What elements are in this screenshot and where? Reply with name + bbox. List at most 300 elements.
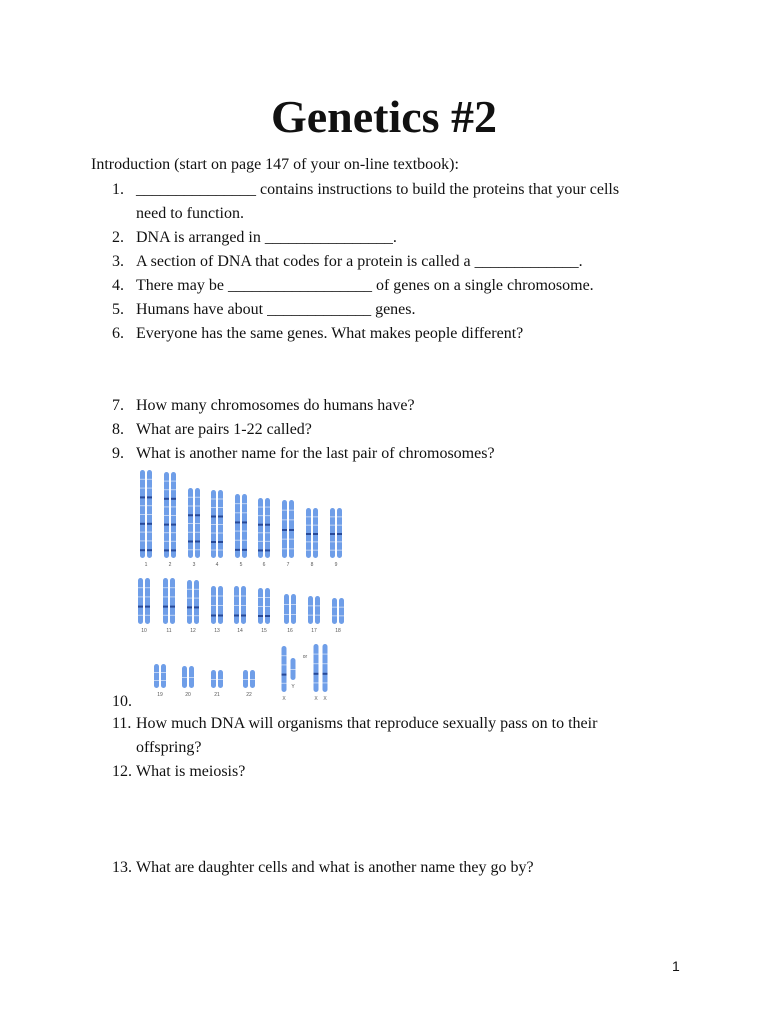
chromosome-band xyxy=(170,615,175,616)
question-text: DNA is arranged in ________________. xyxy=(136,229,397,246)
chromosome-band xyxy=(218,615,223,617)
chromosome-band xyxy=(282,519,287,520)
chromosome-band xyxy=(265,606,270,607)
chromosome-band xyxy=(306,525,311,526)
question-number: 3. xyxy=(112,253,124,270)
chromosome-label: 11 xyxy=(166,628,172,634)
chromosome-band xyxy=(187,598,192,599)
chromosome-band xyxy=(145,587,150,588)
chromosome-band xyxy=(163,587,168,588)
chromosome-label: 13 xyxy=(214,628,220,634)
chromosome-band xyxy=(282,664,287,665)
chromosome-label: 14 xyxy=(237,628,243,634)
chromosome-label: X xyxy=(282,696,286,702)
chromosome-band xyxy=(218,507,223,508)
chromosome-band xyxy=(308,615,313,616)
chromosome-band xyxy=(265,515,270,516)
question-11 xyxy=(112,712,692,760)
chromosome-pair-16 xyxy=(284,594,296,634)
chromosome-pair-10 xyxy=(138,578,150,634)
chromosome-band xyxy=(282,655,287,656)
chromosome-band xyxy=(315,605,320,606)
chromosome-band xyxy=(147,514,152,515)
question-number: 4. xyxy=(112,277,124,294)
chromosome xyxy=(138,578,143,624)
question-text: What is another name for the last pair of chromosomes? xyxy=(136,445,495,462)
chromosome-band xyxy=(140,488,145,489)
chromosome-band xyxy=(188,541,193,543)
chromosome-band xyxy=(330,533,335,535)
chromosome-band xyxy=(211,615,216,617)
chromosome-label: 12 xyxy=(190,628,196,634)
chromosome-band xyxy=(235,521,240,523)
chromosome-band xyxy=(211,533,216,534)
karyotype-image xyxy=(134,468,344,704)
question-number: 5. xyxy=(112,301,124,318)
question-text: What is meiosis? xyxy=(136,763,246,780)
chromosome-band xyxy=(171,532,176,533)
page-number: 1 xyxy=(672,958,680,974)
chromosome-band xyxy=(170,587,175,588)
question-1 xyxy=(112,178,692,226)
chromosome-band xyxy=(163,596,168,597)
chromosome-pair-12 xyxy=(187,580,199,634)
chromosome-band xyxy=(241,615,246,617)
question-text-cont: offspring? xyxy=(136,739,202,756)
chromosome-band xyxy=(194,615,199,616)
chromosome-band xyxy=(140,496,145,498)
chromosome-band xyxy=(315,615,320,616)
chromosome-band xyxy=(330,525,335,526)
chromosome-band xyxy=(171,541,176,542)
question-number: 2. xyxy=(112,229,124,246)
chromosome-band xyxy=(171,489,176,490)
chromosome-band xyxy=(291,614,296,615)
chromosome-band xyxy=(147,488,152,489)
chromosome-band xyxy=(189,677,194,678)
chromosome-band xyxy=(138,587,143,588)
chromosome-band xyxy=(284,604,289,605)
chromosome-band xyxy=(194,598,199,599)
question-4 xyxy=(112,274,692,298)
chromosome-band xyxy=(313,516,318,517)
question-text: Humans have about _____________ genes. xyxy=(136,301,416,318)
chromosome-label: 3 xyxy=(192,562,196,568)
chromosome-band xyxy=(195,541,200,543)
chromosome-band xyxy=(282,683,287,684)
chromosome xyxy=(170,578,175,624)
chromosome-pair-7 xyxy=(282,500,294,568)
question-text: Everyone has the same genes. What makes people different? xyxy=(136,325,524,342)
chromosome-band xyxy=(337,533,342,535)
question-12 xyxy=(112,760,692,784)
chromosome-band xyxy=(234,605,239,606)
chromosome-band xyxy=(289,548,294,549)
chromosome-pair-y xyxy=(291,658,296,690)
chromosome-pair-9 xyxy=(330,508,342,568)
chromosome-band xyxy=(306,516,311,517)
chromosome-band xyxy=(242,503,247,504)
chromosome-label: 1 xyxy=(144,562,148,568)
chromosome-band xyxy=(147,479,152,480)
chromosome-label: 22 xyxy=(246,692,252,698)
chromosome-pair-1 xyxy=(140,470,152,568)
question-number: 13. xyxy=(112,859,132,876)
question-13 xyxy=(112,856,692,880)
question-text: There may be __________________ of genes on a single chromosome. xyxy=(136,277,594,294)
chromosome-label: 7 xyxy=(286,562,290,568)
question-number: 8. xyxy=(112,421,124,438)
chromosome-band xyxy=(330,550,335,551)
chromosome-band xyxy=(241,596,246,597)
chromosome-band xyxy=(314,673,319,675)
chromosome xyxy=(323,644,328,692)
chromosome xyxy=(315,596,320,624)
question-8 xyxy=(112,418,692,442)
chromosome-band xyxy=(289,529,294,531)
question-9 xyxy=(112,442,692,466)
chromosome-band xyxy=(218,516,223,518)
chromosome xyxy=(154,664,159,688)
chromosome xyxy=(308,596,313,624)
chromosome xyxy=(291,594,296,624)
chromosome-band xyxy=(164,524,169,526)
chromosome xyxy=(163,578,168,624)
chromosome-band xyxy=(211,499,216,500)
chromosome-band xyxy=(218,679,223,680)
chromosome-band xyxy=(164,506,169,507)
chromosome-band xyxy=(154,672,159,673)
chromosome-band xyxy=(235,531,240,532)
chromosome-band xyxy=(291,604,296,605)
chromosome-band xyxy=(241,605,246,606)
question-7 xyxy=(112,394,692,418)
chromosome-band xyxy=(235,512,240,513)
intro-text: Introduction (start on page 147 of your on-line textbook): xyxy=(91,156,459,173)
chromosome-band xyxy=(188,532,193,533)
chromosome-band xyxy=(337,550,342,551)
chromosome xyxy=(187,580,192,624)
chromosome-band xyxy=(313,550,318,551)
chromosome-band xyxy=(194,606,199,608)
chromosome xyxy=(284,594,289,624)
chromosome-band xyxy=(337,516,342,517)
question-text: How much DNA will organisms that reproduce sexually pass on to their xyxy=(136,715,598,732)
chromosome-label: X xyxy=(314,696,318,702)
chromosome-band xyxy=(218,541,223,543)
chromosome-band xyxy=(242,531,247,532)
chromosome-label: 15 xyxy=(261,628,267,634)
chromosome-band xyxy=(242,521,247,523)
chromosome-band xyxy=(306,550,311,551)
chromosome-band xyxy=(171,481,176,482)
chromosome-band xyxy=(242,512,247,513)
chromosome-band xyxy=(314,663,319,664)
chromosome xyxy=(145,578,150,624)
question-2 xyxy=(112,226,692,250)
chromosome-band xyxy=(164,481,169,482)
question-text: What are daughter cells and what is another name they go by? xyxy=(136,859,534,876)
chromosome-band xyxy=(265,549,270,551)
chromosome-band xyxy=(147,540,152,541)
chromosome-label: 17 xyxy=(311,628,317,634)
question-number: 1. xyxy=(112,181,124,198)
chromosome-band xyxy=(332,607,337,608)
chromosome-band xyxy=(243,679,248,680)
chromosome-band xyxy=(188,497,193,498)
question-number: 7. xyxy=(112,397,124,414)
chromosome-band xyxy=(265,541,270,542)
chromosome-band xyxy=(306,541,311,542)
question-text: What are pairs 1-22 called? xyxy=(136,421,312,438)
chromosome-label: 10 xyxy=(141,628,147,634)
chromosome-band xyxy=(211,541,216,543)
chromosome-band xyxy=(171,549,176,551)
chromosome-pair-14 xyxy=(234,586,246,634)
chromosome-band xyxy=(314,682,319,683)
chromosome-band xyxy=(258,515,263,516)
chromosome-pair-13 xyxy=(211,586,223,634)
chromosome-band xyxy=(282,529,287,531)
chromosome-pair-5 xyxy=(235,494,247,568)
chromosome-pair-8 xyxy=(306,508,318,568)
chromosome-band xyxy=(188,514,193,516)
question-number: 9. xyxy=(112,445,124,462)
chromosome-band xyxy=(258,597,263,598)
chromosome-band xyxy=(308,605,313,606)
chromosome-band xyxy=(147,549,152,551)
question-number: 10. xyxy=(112,693,132,710)
chromosome-band xyxy=(211,605,216,606)
chromosome-band xyxy=(337,525,342,526)
chromosome-band xyxy=(140,479,145,480)
question-10 xyxy=(112,690,692,714)
chromosome-band xyxy=(258,615,263,617)
chromosome-band xyxy=(147,496,152,498)
chromosome-label: 4 xyxy=(215,562,219,568)
chromosome-band xyxy=(138,615,143,616)
chromosome-band xyxy=(188,549,193,550)
chromosome-band xyxy=(164,515,169,516)
chromosome-label: 21 xyxy=(214,692,220,698)
chromosome-label: 18 xyxy=(335,628,341,634)
chromosome-pair-or xyxy=(303,654,308,660)
chromosome-band xyxy=(282,674,287,676)
chromosome-band xyxy=(164,541,169,542)
chromosome-band xyxy=(187,589,192,590)
chromosome-band xyxy=(163,606,168,608)
chromosome-band xyxy=(147,523,152,525)
chromosome-band xyxy=(195,523,200,524)
chromosome-band xyxy=(170,596,175,597)
chromosome-band xyxy=(218,596,223,597)
chromosome-band xyxy=(314,654,319,655)
chromosome-label: 2 xyxy=(168,562,172,568)
chromosome-band xyxy=(145,596,150,597)
question-3 xyxy=(112,250,692,274)
chromosome-band xyxy=(306,533,311,535)
chromosome-band xyxy=(211,507,216,508)
chromosome-label: 16 xyxy=(287,628,293,634)
chromosome-band xyxy=(330,541,335,542)
chromosome-band xyxy=(235,503,240,504)
chromosome-band xyxy=(218,524,223,525)
chromosome-band xyxy=(250,679,255,680)
chromosome-band xyxy=(258,606,263,607)
question-text: How many chromosomes do humans have? xyxy=(136,397,415,414)
chromosome-band xyxy=(242,540,247,541)
chromosome-band xyxy=(235,549,240,551)
chromosome-band xyxy=(289,539,294,540)
chromosome-band xyxy=(171,498,176,500)
chromosome-band xyxy=(171,515,176,516)
chromosome xyxy=(314,644,319,692)
chromosome-band xyxy=(195,532,200,533)
chromosome-label: Y xyxy=(291,684,295,690)
question-number: 12. xyxy=(112,763,132,780)
chromosome-band xyxy=(323,663,328,664)
chromosome xyxy=(332,598,337,624)
chromosome-band xyxy=(289,510,294,511)
chromosome-band xyxy=(258,549,263,551)
chromosome-band xyxy=(161,672,166,673)
chromosome-band xyxy=(195,514,200,516)
chromosome-band xyxy=(235,540,240,541)
chromosome xyxy=(282,646,287,692)
chromosome-band xyxy=(188,523,193,524)
chromosome-band xyxy=(330,516,335,517)
chromosome-label: 5 xyxy=(239,562,243,568)
chromosome-band xyxy=(313,541,318,542)
chromosome-band xyxy=(265,524,270,526)
chromosome-band xyxy=(195,497,200,498)
question-number: 11. xyxy=(112,715,132,732)
page-title: Genetics #2 xyxy=(270,91,498,142)
chromosome-band xyxy=(164,498,169,500)
chromosome-band xyxy=(265,507,270,508)
chromosome-band xyxy=(171,524,176,526)
chromosome-band xyxy=(140,540,145,541)
chromosome-band xyxy=(211,679,216,680)
chromosome-band xyxy=(164,549,169,551)
chromosome-band xyxy=(339,607,344,608)
chromosome-band xyxy=(163,615,168,616)
chromosome-band xyxy=(195,506,200,507)
chromosome-band xyxy=(211,550,216,551)
chromosome-band xyxy=(282,539,287,540)
chromosome-band xyxy=(313,533,318,535)
chromosome-band xyxy=(284,614,289,615)
chromosome-band xyxy=(140,532,145,533)
chromosome-band xyxy=(164,532,169,533)
chromosome-band xyxy=(140,514,145,515)
chromosome-label: 6 xyxy=(262,562,266,568)
chromosome-band xyxy=(182,677,187,678)
question-text-cont: need to function. xyxy=(136,205,244,222)
chromosome-label: 19 xyxy=(157,692,163,698)
chromosome-label: 9 xyxy=(334,562,338,568)
chromosome-label: or xyxy=(302,654,308,660)
chromosome-pair-11 xyxy=(163,578,175,634)
chromosome-band xyxy=(218,550,223,551)
chromosome-band xyxy=(147,505,152,506)
chromosome-band xyxy=(337,541,342,542)
chromosome-band xyxy=(194,589,199,590)
chromosome-band xyxy=(164,489,169,490)
chromosome-band xyxy=(145,615,150,616)
chromosome-band xyxy=(282,548,287,549)
chromosome-band xyxy=(138,606,143,608)
chromosome-label: 20 xyxy=(185,692,191,698)
chromosome-band xyxy=(332,615,337,616)
chromosome-band xyxy=(234,615,239,617)
chromosome xyxy=(339,598,344,624)
chromosome-band xyxy=(234,596,239,597)
chromosome-band xyxy=(258,532,263,533)
chromosome-band xyxy=(188,506,193,507)
chromosome-pair-4 xyxy=(211,490,223,568)
chromosome-band xyxy=(218,499,223,500)
question-6 xyxy=(112,322,692,346)
chromosome-band xyxy=(289,519,294,520)
chromosome-band xyxy=(323,654,328,655)
chromosome-band xyxy=(211,524,216,525)
chromosome-pair-2 xyxy=(164,472,176,568)
chromosome-pair-18 xyxy=(332,598,344,634)
chromosome-band xyxy=(211,516,216,518)
chromosome-band xyxy=(258,507,263,508)
chromosome-band xyxy=(313,525,318,526)
chromosome-band xyxy=(339,615,344,616)
chromosome xyxy=(161,664,166,688)
chromosome xyxy=(194,580,199,624)
chromosome-band xyxy=(218,533,223,534)
chromosome-pair-17 xyxy=(308,596,320,634)
chromosome-band xyxy=(265,532,270,533)
question-number: 6. xyxy=(112,325,124,342)
question-text: A section of DNA that codes for a protein is called a _____________. xyxy=(136,253,583,270)
chromosome-band xyxy=(171,506,176,507)
chromosome-band xyxy=(140,523,145,525)
chromosome-pair-15 xyxy=(258,588,270,634)
chromosome-band xyxy=(218,605,223,606)
chromosome-band xyxy=(291,669,296,670)
chromosome-band xyxy=(145,606,150,608)
chromosome-band xyxy=(282,510,287,511)
chromosome-band xyxy=(323,673,328,675)
chromosome-band xyxy=(258,541,263,542)
chromosome-band xyxy=(154,680,159,681)
chromosome-band xyxy=(170,606,175,608)
question-5 xyxy=(112,298,692,322)
chromosome-band xyxy=(211,596,216,597)
chromosome-band xyxy=(265,615,270,617)
chromosome-band xyxy=(147,532,152,533)
chromosome-pair-3 xyxy=(188,488,200,568)
question-text: _______________ contains instructions to build the proteins that your cells xyxy=(136,181,620,198)
chromosome-label: 8 xyxy=(310,562,314,568)
chromosome-band xyxy=(195,549,200,550)
chromosome-band xyxy=(140,549,145,551)
chromosome-band xyxy=(265,597,270,598)
chromosome-band xyxy=(242,549,247,551)
chromosome-band xyxy=(140,505,145,506)
chromosome-band xyxy=(161,680,166,681)
chromosome-pair-6 xyxy=(258,498,270,568)
chromosome-band xyxy=(187,615,192,616)
chromosome-band xyxy=(187,606,192,608)
chromosome-label: X xyxy=(323,696,327,702)
